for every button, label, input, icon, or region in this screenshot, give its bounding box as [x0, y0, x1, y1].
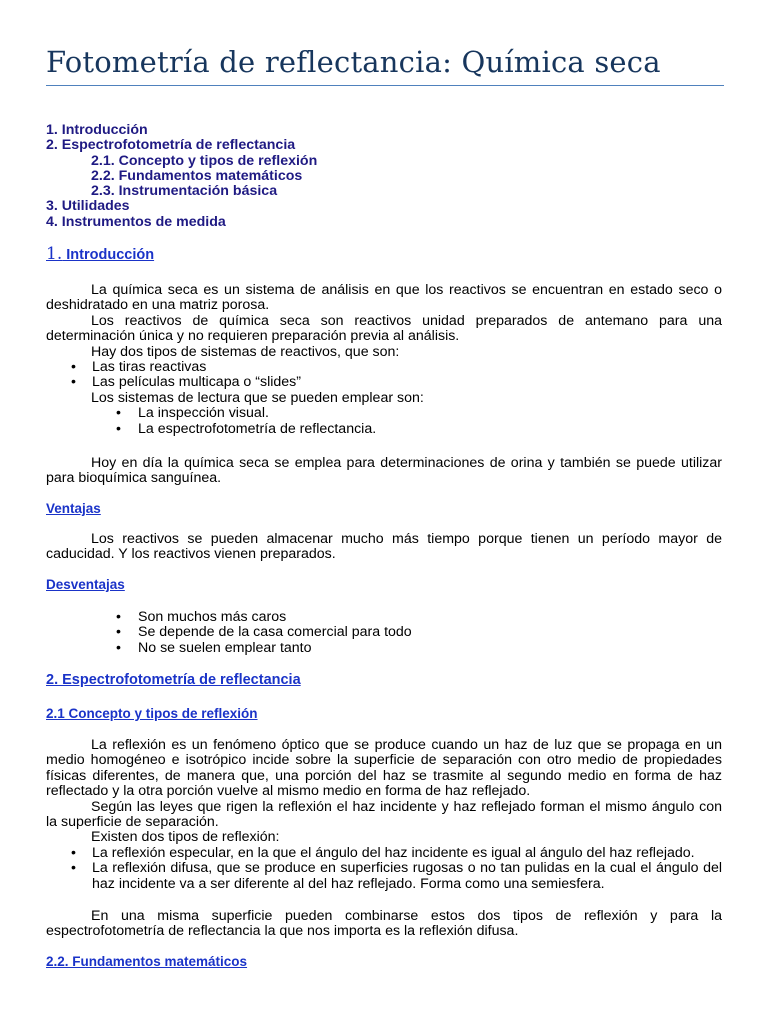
intro-paragraph: Hoy en día la química seca se emplea para determinaciones de orina y también se puede utilizar para bioquímica sanguínea. [46, 455, 722, 487]
toc-item-instrumentacion[interactable]: 2.3. Instrumentación básica [91, 183, 278, 200]
ventajas-section [46, 532, 722, 563]
heading-concepto-reflexion[interactable]: 2.1 Concepto y tipos de reflexión [46, 706, 258, 721]
toc-item-utilidades[interactable]: 3. Utilidades [46, 198, 130, 215]
reflexion-closing [46, 909, 722, 940]
intro-paragraph: Los reactivos de química seca son reactivos unidad preparados de antemano para una determinación única y no requieren preparación previa al análisis. [46, 312, 722, 345]
list-item: • La inspección visual. [46, 406, 722, 421]
list-item: • No se suelen emplear tanto [46, 641, 722, 656]
heading-desventajas[interactable]: Desventajas [46, 577, 125, 592]
reflection-types-list [46, 846, 722, 892]
heading-espectrofotometria[interactable]: 2. Espectrofotometría de reflectancia [46, 672, 301, 688]
table-of-contents [46, 123, 722, 230]
reflexion-paragraph: En una misma superficie pueden combinarse estos dos tipos de reflexión y para la espectrofotometría de reflectancia la que nos importa es la reflexión difusa. [46, 908, 722, 940]
list-item: • La reflexión especular, en la que el ángulo del haz incidente es igual al ángulo del haz reflejado. [46, 846, 722, 861]
list-item: • Se depende de la casa comercial para todo [46, 625, 722, 640]
heading-introduccion[interactable]: 1. Introducción [46, 244, 155, 264]
heading-fundamentos[interactable]: 2.2. Fundamentos matemáticos [46, 954, 248, 969]
desventajas-list [46, 610, 722, 656]
toc-item-instrumentos[interactable]: 4. Instrumentos de medida [46, 213, 226, 230]
toc-item-concepto[interactable]: 2.1. Concepto y tipos de reflexión [91, 152, 318, 169]
desventajas-section [46, 610, 722, 656]
list-item: • La espectrofotometría de reflectancia. [46, 422, 722, 437]
title-divider [46, 85, 724, 86]
list-item: • La reflexión difusa, que se produce en superficies rugosas o no tan pulidas en la cual el ángulo del haz incidente va a ser diferente al del haz reflejado. Forma como una semiesfera. [46, 861, 722, 892]
toc-item-introduccion[interactable]: 1. Introducción [46, 122, 148, 138]
intro-section [46, 283, 722, 437]
list-item: • Las tiras reactivas [46, 360, 722, 375]
ventajas-paragraph: Los reactivos se pueden almacenar mucho más tiempo porque tienen un período mayor de caducidad. Y los reactivos vienen preparados. [46, 531, 722, 563]
intro-paragraph: La química seca es un sistema de análisis en que los reactivos se encuentran en estado seco o deshidratado en una matriz porosa. [46, 282, 722, 314]
reflexion-section [46, 738, 722, 892]
intro-paragraph: Los sistemas de lectura que se pueden emplear son: [91, 389, 424, 406]
reflexion-paragraph: La reflexión es un fenómeno óptico que se produce cuando un haz de luz que se propaga en un medio homogéneo e isotrópico incide sobre la superficie de separación con otro medio de propiedades físicas diferentes, de manera que, una porción del haz se trasmite al segundo medio en forma de haz reflectado y la otra porción vuelve al mismo medio en forma de haz reflejado. [46, 737, 722, 800]
reagent-types-list [46, 360, 722, 391]
heading-ventajas[interactable]: Ventajas [46, 501, 101, 516]
toc-item-espectrofotometria[interactable]: 2. Espectrofotometría de reflectancia [46, 137, 296, 154]
list-item: • Son muchos más caros [46, 610, 722, 625]
intro-paragraph: Hay dos tipos de sistemas de reactivos, que son: [91, 343, 400, 360]
reflexion-paragraph: Existen dos tipos de reflexión: [91, 829, 280, 846]
reading-systems-list [46, 406, 722, 437]
reflexion-paragraph: Según las leyes que rigen la reflexión el haz incidente y haz reflejado forman el mismo ángulo con la superficie de separación. [46, 798, 722, 831]
toc-item-fundamentos[interactable]: 2.2. Fundamentos matemáticos [91, 167, 303, 184]
list-item: • Las películas multicapa o “slides” [46, 375, 722, 390]
intro-closing [46, 456, 722, 487]
document-title: Fotometría de reflectancia: Química seca [46, 45, 661, 79]
